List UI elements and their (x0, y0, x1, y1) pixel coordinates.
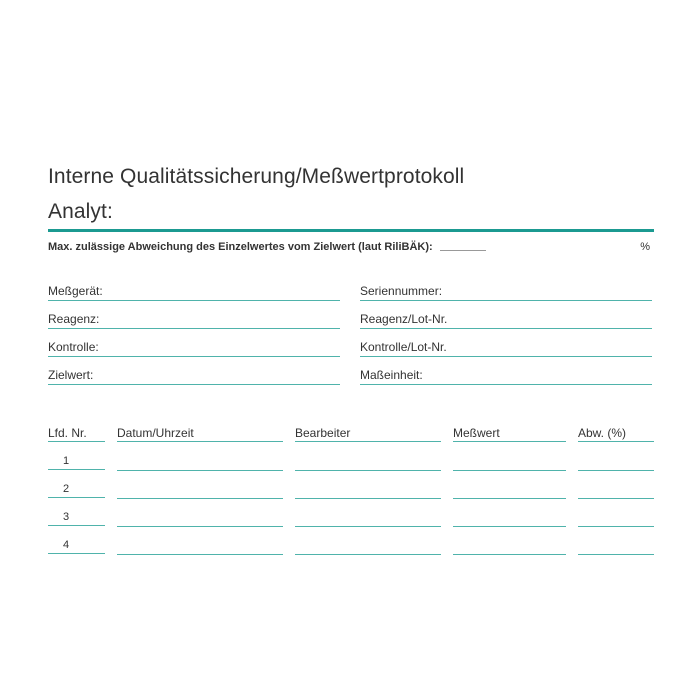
header-datum-uhrzeit: Datum/Uhrzeit (117, 426, 283, 442)
cell-messwert[interactable] (453, 539, 566, 555)
max-deviation-line (48, 241, 654, 253)
cell-abweichung[interactable] (578, 483, 654, 499)
cell-abweichung[interactable] (578, 539, 654, 555)
row-number: 2 (48, 483, 105, 498)
cell-datum[interactable] (117, 483, 283, 499)
field-zielwert[interactable]: Zielwert: (48, 368, 340, 385)
field-kontrolle-lot[interactable]: Kontrolle/Lot-Nr. (360, 340, 652, 357)
field-seriennummer[interactable]: Seriennummer: (360, 284, 652, 301)
max-deviation-unit: % (640, 241, 650, 253)
cell-abweichung[interactable] (578, 511, 654, 527)
cell-bearbeiter[interactable] (295, 539, 441, 555)
cell-datum[interactable] (117, 511, 283, 527)
row-number: 1 (48, 455, 105, 470)
header-bearbeiter: Bearbeiter (295, 426, 441, 442)
field-messgeraet[interactable]: Meßgerät: (48, 284, 340, 301)
max-deviation-text: Max. zulässige Abweichung des Einzelwertes vom Zielwert (laut RiliBÄK): (48, 241, 433, 253)
form-title: Interne Qualitätssicherung/Meßwertprotokoll (48, 165, 465, 188)
max-deviation-blank[interactable] (440, 250, 486, 251)
row-number: 3 (48, 511, 105, 526)
field-reagenz-lot[interactable]: Reagenz/Lot-Nr. (360, 312, 652, 329)
cell-messwert[interactable] (453, 483, 566, 499)
cell-datum[interactable] (117, 455, 283, 471)
header-messwert: Meßwert (453, 426, 566, 442)
cell-messwert[interactable] (453, 511, 566, 527)
cell-bearbeiter[interactable] (295, 511, 441, 527)
row-number: 4 (48, 539, 105, 554)
analyte-label[interactable]: Analyt: (48, 200, 113, 223)
title-divider (48, 229, 654, 232)
cell-bearbeiter[interactable] (295, 483, 441, 499)
field-kontrolle[interactable]: Kontrolle: (48, 340, 340, 357)
cell-bearbeiter[interactable] (295, 455, 441, 471)
header-lfd-nr: Lfd. Nr. (48, 426, 105, 442)
cell-datum[interactable] (117, 539, 283, 555)
field-masseinheit[interactable]: Maßeinheit: (360, 368, 652, 385)
header-abweichung: Abw. (%) (578, 426, 654, 442)
field-reagenz[interactable]: Reagenz: (48, 312, 340, 329)
cell-abweichung[interactable] (578, 455, 654, 471)
cell-messwert[interactable] (453, 455, 566, 471)
